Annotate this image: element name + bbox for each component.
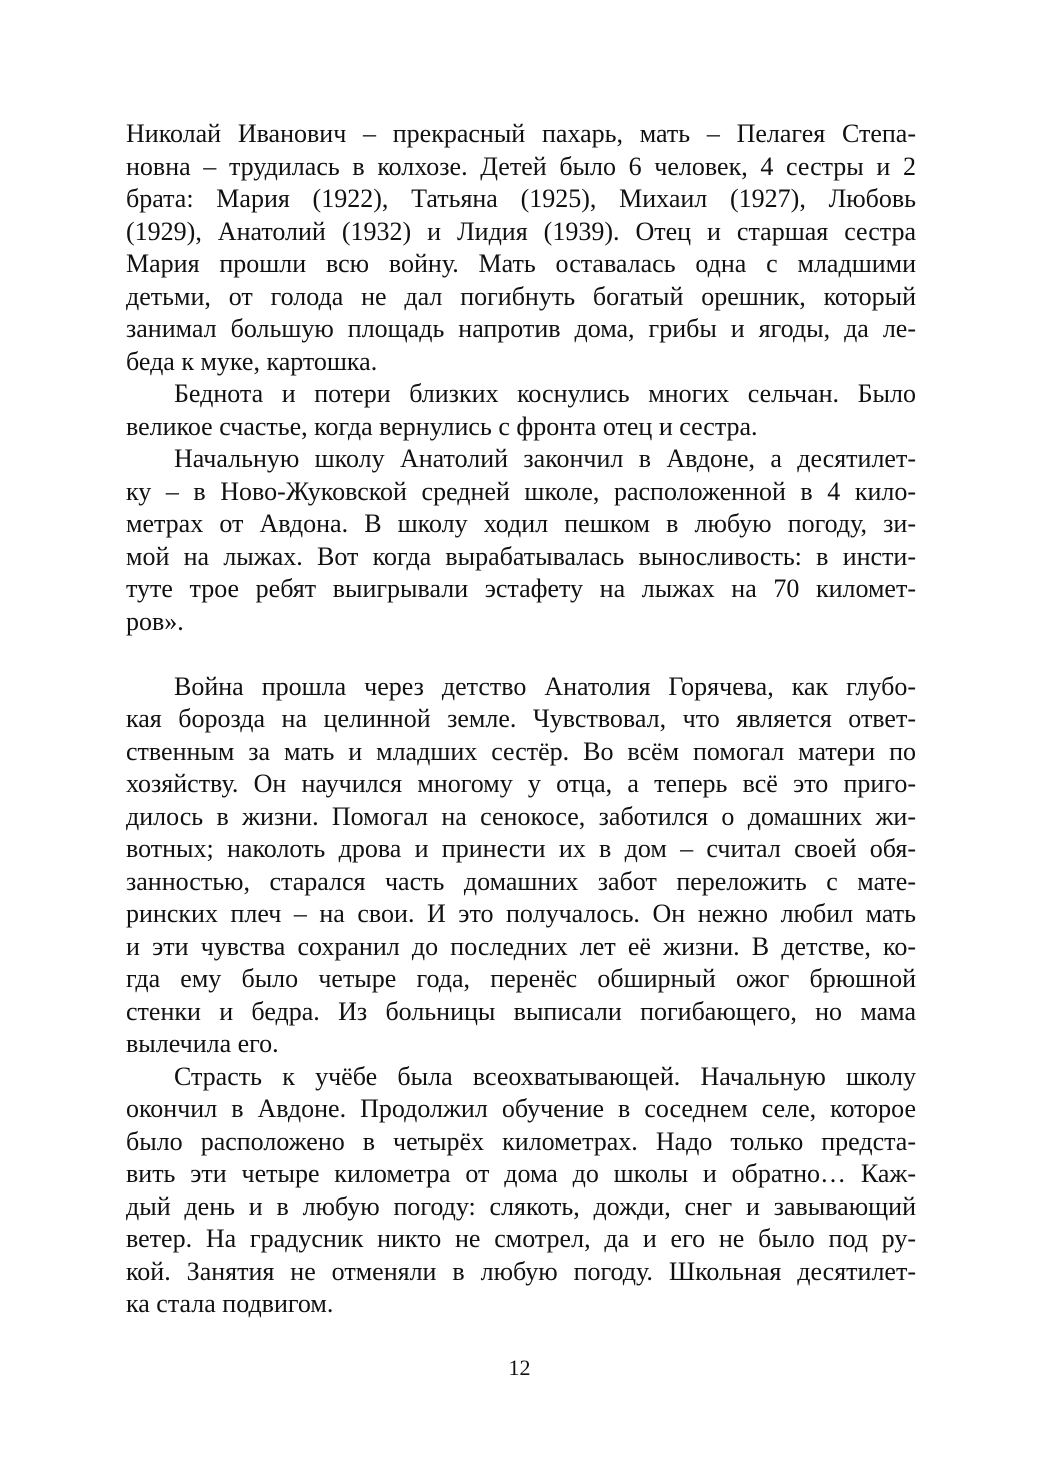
text-line: Мария прошли всю войну. Мать оставалась одна с младшими bbox=[126, 249, 916, 278]
paragraph-gap bbox=[126, 638, 916, 671]
text-line: вотных; наколоть дрова и принести их в дом – считал своей обя- bbox=[126, 834, 916, 863]
page-number: 12 bbox=[508, 1355, 531, 1380]
text-line: ка стала подвигом. bbox=[126, 1289, 334, 1318]
text-line: хозяйству. Он научился многому у отца, а теперь всё это приго- bbox=[126, 769, 916, 798]
text-line: стенки и бедра. Из больницы выписали погибающего, но мама bbox=[126, 996, 916, 1026]
text-line: ринских плеч – на свои. И это получалось. Он нежно любил мать bbox=[126, 899, 916, 928]
text-line: ров». bbox=[126, 606, 184, 636]
text-line: вылечила его. bbox=[126, 1029, 279, 1058]
text-line: новна – трудилась в колхозе. Детей было 6 человек, 4 сестры и 2 bbox=[126, 151, 916, 181]
paragraph bbox=[126, 378, 916, 443]
text-line: занимал большую площадь напротив дома, грибы и ягоды, да ле- bbox=[126, 314, 916, 343]
page-body bbox=[126, 118, 916, 1321]
text-line: Начальную школу Анатолий закончил в Авдоне, а десятилет- bbox=[174, 444, 916, 473]
text-line: великое счастье, когда вернулись с фронта отец и сестра. bbox=[126, 411, 758, 441]
text-line: было расположено в четырёх километрах. Надо только предста- bbox=[126, 1126, 916, 1156]
text-line: Война прошла через детство Анатолия Горячева, как глубо- bbox=[174, 671, 916, 701]
text-line: Страсть к учёбе была всеохватывающей. Начальную школу bbox=[174, 1061, 916, 1091]
text-line: дый день и в любую погоду: слякоть, дожди, снег и завывающий bbox=[126, 1191, 916, 1221]
paragraph bbox=[126, 1061, 916, 1321]
text-line: кой. Занятия не отменяли в любую погоду. Школьная десятилет- bbox=[126, 1256, 916, 1286]
text-line: занностью, старался часть домашних забот переложить с мате- bbox=[126, 866, 916, 896]
text-line: Беднота и потери близких коснулись многих сельчан. Было bbox=[174, 379, 916, 408]
text-line: (1929), Анатолий (1932) и Лидия (1939). Отец и старшая сестра bbox=[126, 216, 916, 246]
text-line: брата: Мария (1922), Татьяна (1925), Михаил (1927), Любовь bbox=[126, 184, 916, 213]
text-line: кая борозда на целинной земле. Чувствовал, что является ответ- bbox=[126, 704, 916, 733]
paragraph bbox=[126, 118, 916, 378]
text-line: ветер. На градусник никто не смотрел, да и его не было под ру- bbox=[126, 1224, 916, 1253]
text-line: гда ему было четыре года, перенёс обширный ожог брюшной bbox=[126, 964, 916, 993]
text-line: детьми, от голода не дал погибнуть богатый орешник, который bbox=[126, 281, 916, 311]
paragraph bbox=[126, 671, 916, 1061]
text-line: ку – в Ново-Жуковской средней школе, расположенной в 4 кило- bbox=[126, 476, 916, 506]
text-line: ственным за мать и младших сестёр. Во всём помогал матери по bbox=[126, 736, 916, 766]
text-line: вить эти четыре километра от дома до школы и обратно… Каж- bbox=[126, 1159, 916, 1188]
text-line: метрах от Авдона. В школу ходил пешком в любую погоду, зи- bbox=[126, 509, 916, 538]
text-line: туте трое ребят выигрывали эстафету на лыжах на 70 километ- bbox=[126, 574, 916, 603]
text-line: и эти чувства сохранил до последних лет её жизни. В детстве, ко- bbox=[126, 931, 916, 961]
text-line: мой на лыжах. Вот когда вырабатывалась выносливость: в инсти- bbox=[126, 541, 916, 571]
text-line: беда к муке, картошка. bbox=[126, 346, 378, 376]
text-line: дилось в жизни. Помогал на сенокосе, заботился о домашних жи- bbox=[126, 801, 916, 831]
text-line: Николай Иванович – прекрасный пахарь, мать – Пелагея Степа- bbox=[126, 119, 916, 148]
text-line: окончил в Авдоне. Продолжил обучение в соседнем селе, которое bbox=[126, 1094, 916, 1123]
paragraph bbox=[126, 443, 916, 638]
